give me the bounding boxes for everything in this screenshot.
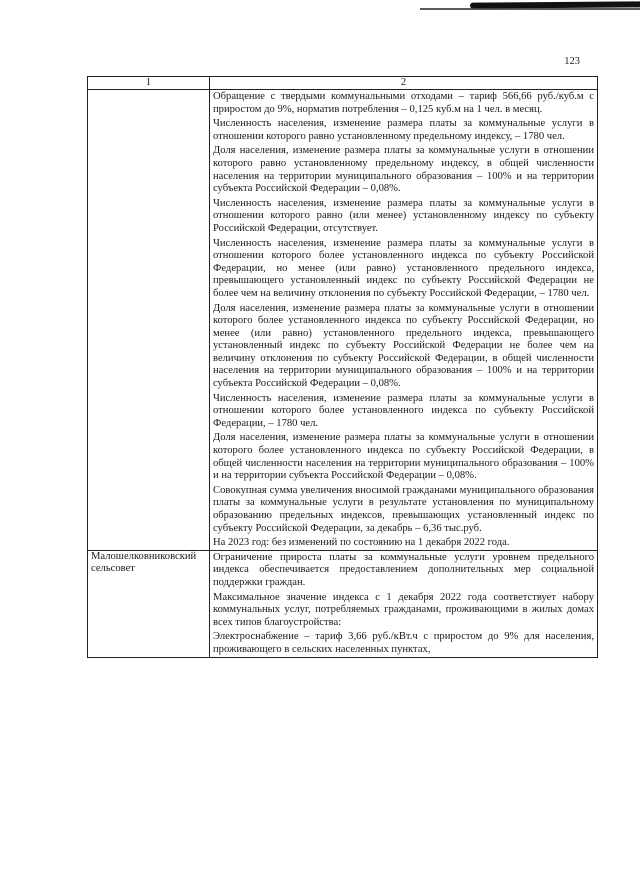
paragraph: Численность населения, изменение размера платы за коммунальные услуги в отношении которого равно (или менее) установленному индексу по субъекту Российской Федерации, отсутствует. xyxy=(213,197,594,234)
paragraph: Численность населения, изменение размера платы за коммунальные услуги в отношении которого равно установленному предельному индексу, – 1780 чел. xyxy=(213,118,594,142)
paragraph: Максимальное значение индекса с 1 декабря 2022 года соответствует набору коммунальных услуг, потребляемых гражданами, проживающими в жилых домах всех типов благоустройства: xyxy=(213,591,594,628)
column-header-2: 2 xyxy=(210,77,598,90)
paragraph: Ограничение прироста платы за коммунальные услуги уровнем предельного индекса обеспечивается предоставлением дополнительных мер социальной поддержки граждан. xyxy=(213,551,594,588)
content-cell xyxy=(210,90,598,551)
table-header-row xyxy=(88,77,598,90)
paragraph: Доля населения, изменение размера платы за коммунальные услуги в отношении которого равно установленному предельному индексу, в общей численности населения на территории муниципального образования – 100% и на территории субъекта Российской Федерации – 0,08%. xyxy=(213,145,594,195)
region-cell xyxy=(88,90,210,551)
paragraph: Совокупная сумма увеличения вносимой гражданами муниципального образования платы за коммунальные услуги в результате установления по муниципальному образованию предельных индексов, превышающих установленный индекс по субъекту Российской Федерации, за декабрь – 6,36 тыс.руб. xyxy=(213,484,594,534)
scan-artifact-line xyxy=(420,8,640,10)
paragraph: Доля населения, изменение размера платы за коммунальные услуги в отношении которого более установленного индекса по субъекту Российской Федерации, но менее (или равно) установленного предельного индекса, превышающего установленный индекс по субъекту Российской Федерации не более чем на величину отклонения по субъекту Российской Федерации, в общей численности населения на территории муниципального образования – 100% и на территории субъекта Российской Федерации – 0,08%. xyxy=(213,302,594,390)
table-row xyxy=(88,90,598,551)
paragraph: На 2023 год: без изменений по состоянию на 1 декабря 2022 года. xyxy=(213,537,510,549)
page-number: 123 xyxy=(564,56,580,67)
document-table xyxy=(87,76,598,658)
paragraph: Численность населения, изменение размера платы за коммунальные услуги в отношении которого более установленного индекса по субъекту Российской Федерации, но менее (или равно) установленного предельного индекса, превышающего установленный индекс по субъекту Российской Федерации не более чем на величину отклонения по субъекту Российской Федерации, – 1780 чел. xyxy=(213,237,594,299)
paragraph: Обращение с твердыми коммунальными отходами – тариф 566,66 руб./куб.м с приростом до 9%, норматив потребления – 0,125 куб.м на 1 чел. в месяц. xyxy=(213,91,594,115)
paragraph: Численность населения, изменение размера платы за коммунальные услуги в отношении которого более установленного индекса по субъекту Российской Федерации, – 1780 чел. xyxy=(213,392,594,429)
column-header-1: 1 xyxy=(88,77,210,90)
region-cell: Малошелковниковский сельсовет xyxy=(88,550,210,657)
paragraph: Электроснабжение – тариф 3,66 руб./кВт.ч с приростом до 9% для населения, проживающего в сельских населенных пунктах, xyxy=(213,631,594,655)
paragraph: Доля населения, изменение размера платы за коммунальные услуги в отношении которого более установленного индекса по субъекту Российской Федерации, в общей численности населения на территории муниципального образования – 100% и на территории субъекта Российской Федерации – 0,08%. xyxy=(213,432,594,482)
table-row xyxy=(88,550,598,657)
content-cell xyxy=(210,550,598,657)
